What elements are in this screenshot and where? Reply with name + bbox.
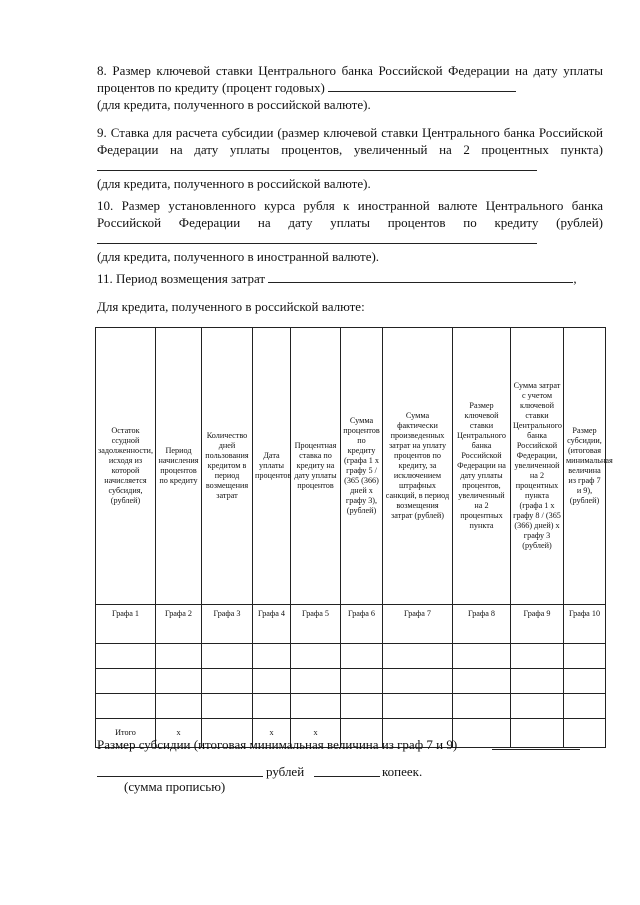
col-header-3: Количество дней пользования кредитом в период возмещения затрат xyxy=(202,328,253,605)
table-cell[interactable] xyxy=(96,694,156,719)
table-cell[interactable] xyxy=(156,694,202,719)
item-9-field[interactable] xyxy=(97,158,537,171)
table-caption: Для кредита, полученного в российской валюте: xyxy=(97,299,365,314)
table-row xyxy=(96,694,606,719)
table-cell[interactable] xyxy=(253,644,291,669)
table-cell[interactable] xyxy=(511,644,564,669)
item-8-text: 8. Размер ключевой ставки Центрального банка Российской Федерации на дату уплаты процентов по кредиту (процент годовых) xyxy=(97,63,603,95)
table-cell[interactable] xyxy=(156,669,202,694)
table-cell[interactable] xyxy=(564,669,606,694)
col-number-8: Графа 8 xyxy=(453,605,511,644)
table-cell[interactable] xyxy=(383,644,453,669)
col-number-7: Графа 7 xyxy=(383,605,453,644)
col-header-4: Дата уплаты процентов xyxy=(253,328,291,605)
table-cell[interactable] xyxy=(291,694,341,719)
item-10-field[interactable] xyxy=(97,231,537,244)
col-header-1: Остаток ссудной задолженности, исходя из которой начисляется субсидия, (рублей) xyxy=(96,328,156,605)
col-number-9: Графа 9 xyxy=(511,605,564,644)
item-9 xyxy=(97,124,603,192)
col-header-5: Процентная ставка по кредиту на дату уплаты процентов xyxy=(291,328,341,605)
item-11-end: , xyxy=(573,271,577,286)
total-label: Итого xyxy=(96,719,156,748)
subsidy-table xyxy=(95,327,613,748)
table-cell[interactable] xyxy=(341,644,383,669)
col-header-7: Сумма фактически произведенных затрат на уплату процентов по кредиту, за исключением штрафных санкций, в период возмещения затрат (рублей) xyxy=(383,328,453,605)
col-header-9: Сумма затрат с учетом ключевой ставки Центрального банка Российской Федерации, увеличенной на 2 процентных пункта (графа 1 x графу 8 / (365 (366) дней) x графу 3 (рублей) xyxy=(511,328,564,605)
table-cell[interactable] xyxy=(202,669,253,694)
table-cell[interactable] xyxy=(202,644,253,669)
table-cell[interactable] xyxy=(341,669,383,694)
table-cell[interactable] xyxy=(564,644,606,669)
table-cell[interactable] xyxy=(383,669,453,694)
table-cell[interactable] xyxy=(202,694,253,719)
col-header-2: Период начисления процентов по кредиту xyxy=(156,328,202,605)
item-10-note: (для кредита, полученного в иностранной валюте). xyxy=(97,249,380,264)
col-number-10: Графа 10 xyxy=(564,605,606,644)
table-cell[interactable] xyxy=(453,694,511,719)
table-cell[interactable] xyxy=(453,669,511,694)
total-cell-2: x xyxy=(156,719,202,748)
item-10 xyxy=(97,197,603,265)
col-number-6: Графа 6 xyxy=(341,605,383,644)
item-11 xyxy=(97,270,603,287)
col-number-4: Графа 4 xyxy=(253,605,291,644)
item-8-field[interactable] xyxy=(328,79,516,92)
table-cell[interactable] xyxy=(291,669,341,694)
item-9-note: (для кредита, полученного в российской валюте). xyxy=(97,176,371,191)
table-cell[interactable] xyxy=(96,644,156,669)
col-number-3: Графа 3 xyxy=(202,605,253,644)
table-row xyxy=(96,669,606,694)
table-cell[interactable] xyxy=(156,644,202,669)
total-cell-5: x xyxy=(291,719,341,748)
table-cell[interactable] xyxy=(564,694,606,719)
table-cell[interactable] xyxy=(253,694,291,719)
rubles-label: рублей xyxy=(266,764,305,779)
amount-in-words-caption: (сумма прописью) xyxy=(124,779,226,794)
table-cell[interactable] xyxy=(383,694,453,719)
kopecks-label: копеек. xyxy=(382,764,423,779)
item-11-text: 11. Период возмещения затрат xyxy=(97,271,266,286)
table-cell[interactable] xyxy=(511,669,564,694)
item-8 xyxy=(97,62,603,113)
col-number-2: Графа 2 xyxy=(156,605,202,644)
item-9-text: 9. Ставка для расчета субсидии (размер ключевой ставки Центрального банка Российской Федерации на дату уплаты процентов, увеличенный на 2 процентных пункта) xyxy=(97,125,603,157)
col-header-6: Сумма процентов по кредиту (графа 1 x графу 5 / (365 (366) дней x графу 3), (рублей) xyxy=(341,328,383,605)
table-cell[interactable] xyxy=(341,694,383,719)
col-header-10: Размер субсидии, (итоговая минимальная величина из граф 7 и 9), (рублей) xyxy=(564,328,606,605)
item-10-text: 10. Размер установленного курса рубля к иностранной валюте Центрального банка Российской Федерации на дату уплаты процентов по кредиту (рублей) xyxy=(97,198,603,230)
table-cell[interactable] xyxy=(291,644,341,669)
table-header-row xyxy=(96,328,606,605)
table-cell[interactable] xyxy=(253,669,291,694)
kopecks-field[interactable] xyxy=(314,762,380,777)
table-cell[interactable] xyxy=(453,644,511,669)
amount-in-words-field[interactable] xyxy=(97,762,263,777)
column-number-row xyxy=(96,605,606,644)
col-number-5: Графа 5 xyxy=(291,605,341,644)
item-8-note: (для кредита, полученного в российской валюте). xyxy=(97,97,371,112)
col-number-1: Графа 1 xyxy=(96,605,156,644)
subsidy-size-field[interactable] xyxy=(492,735,580,750)
table-row xyxy=(96,644,606,669)
table-cell[interactable] xyxy=(96,669,156,694)
table-cell[interactable] xyxy=(511,694,564,719)
subsidy-size-label: Размер субсидии (итоговая минимальная величина из граф 7 и 9) xyxy=(97,737,458,752)
total-cell-4: x xyxy=(253,719,291,748)
col-header-8: Размер ключевой ставки Центрального банка Российской Федерации на дату уплаты процентов, увеличенный на 2 процентных пункта xyxy=(453,328,511,605)
item-11-field[interactable] xyxy=(268,270,573,283)
